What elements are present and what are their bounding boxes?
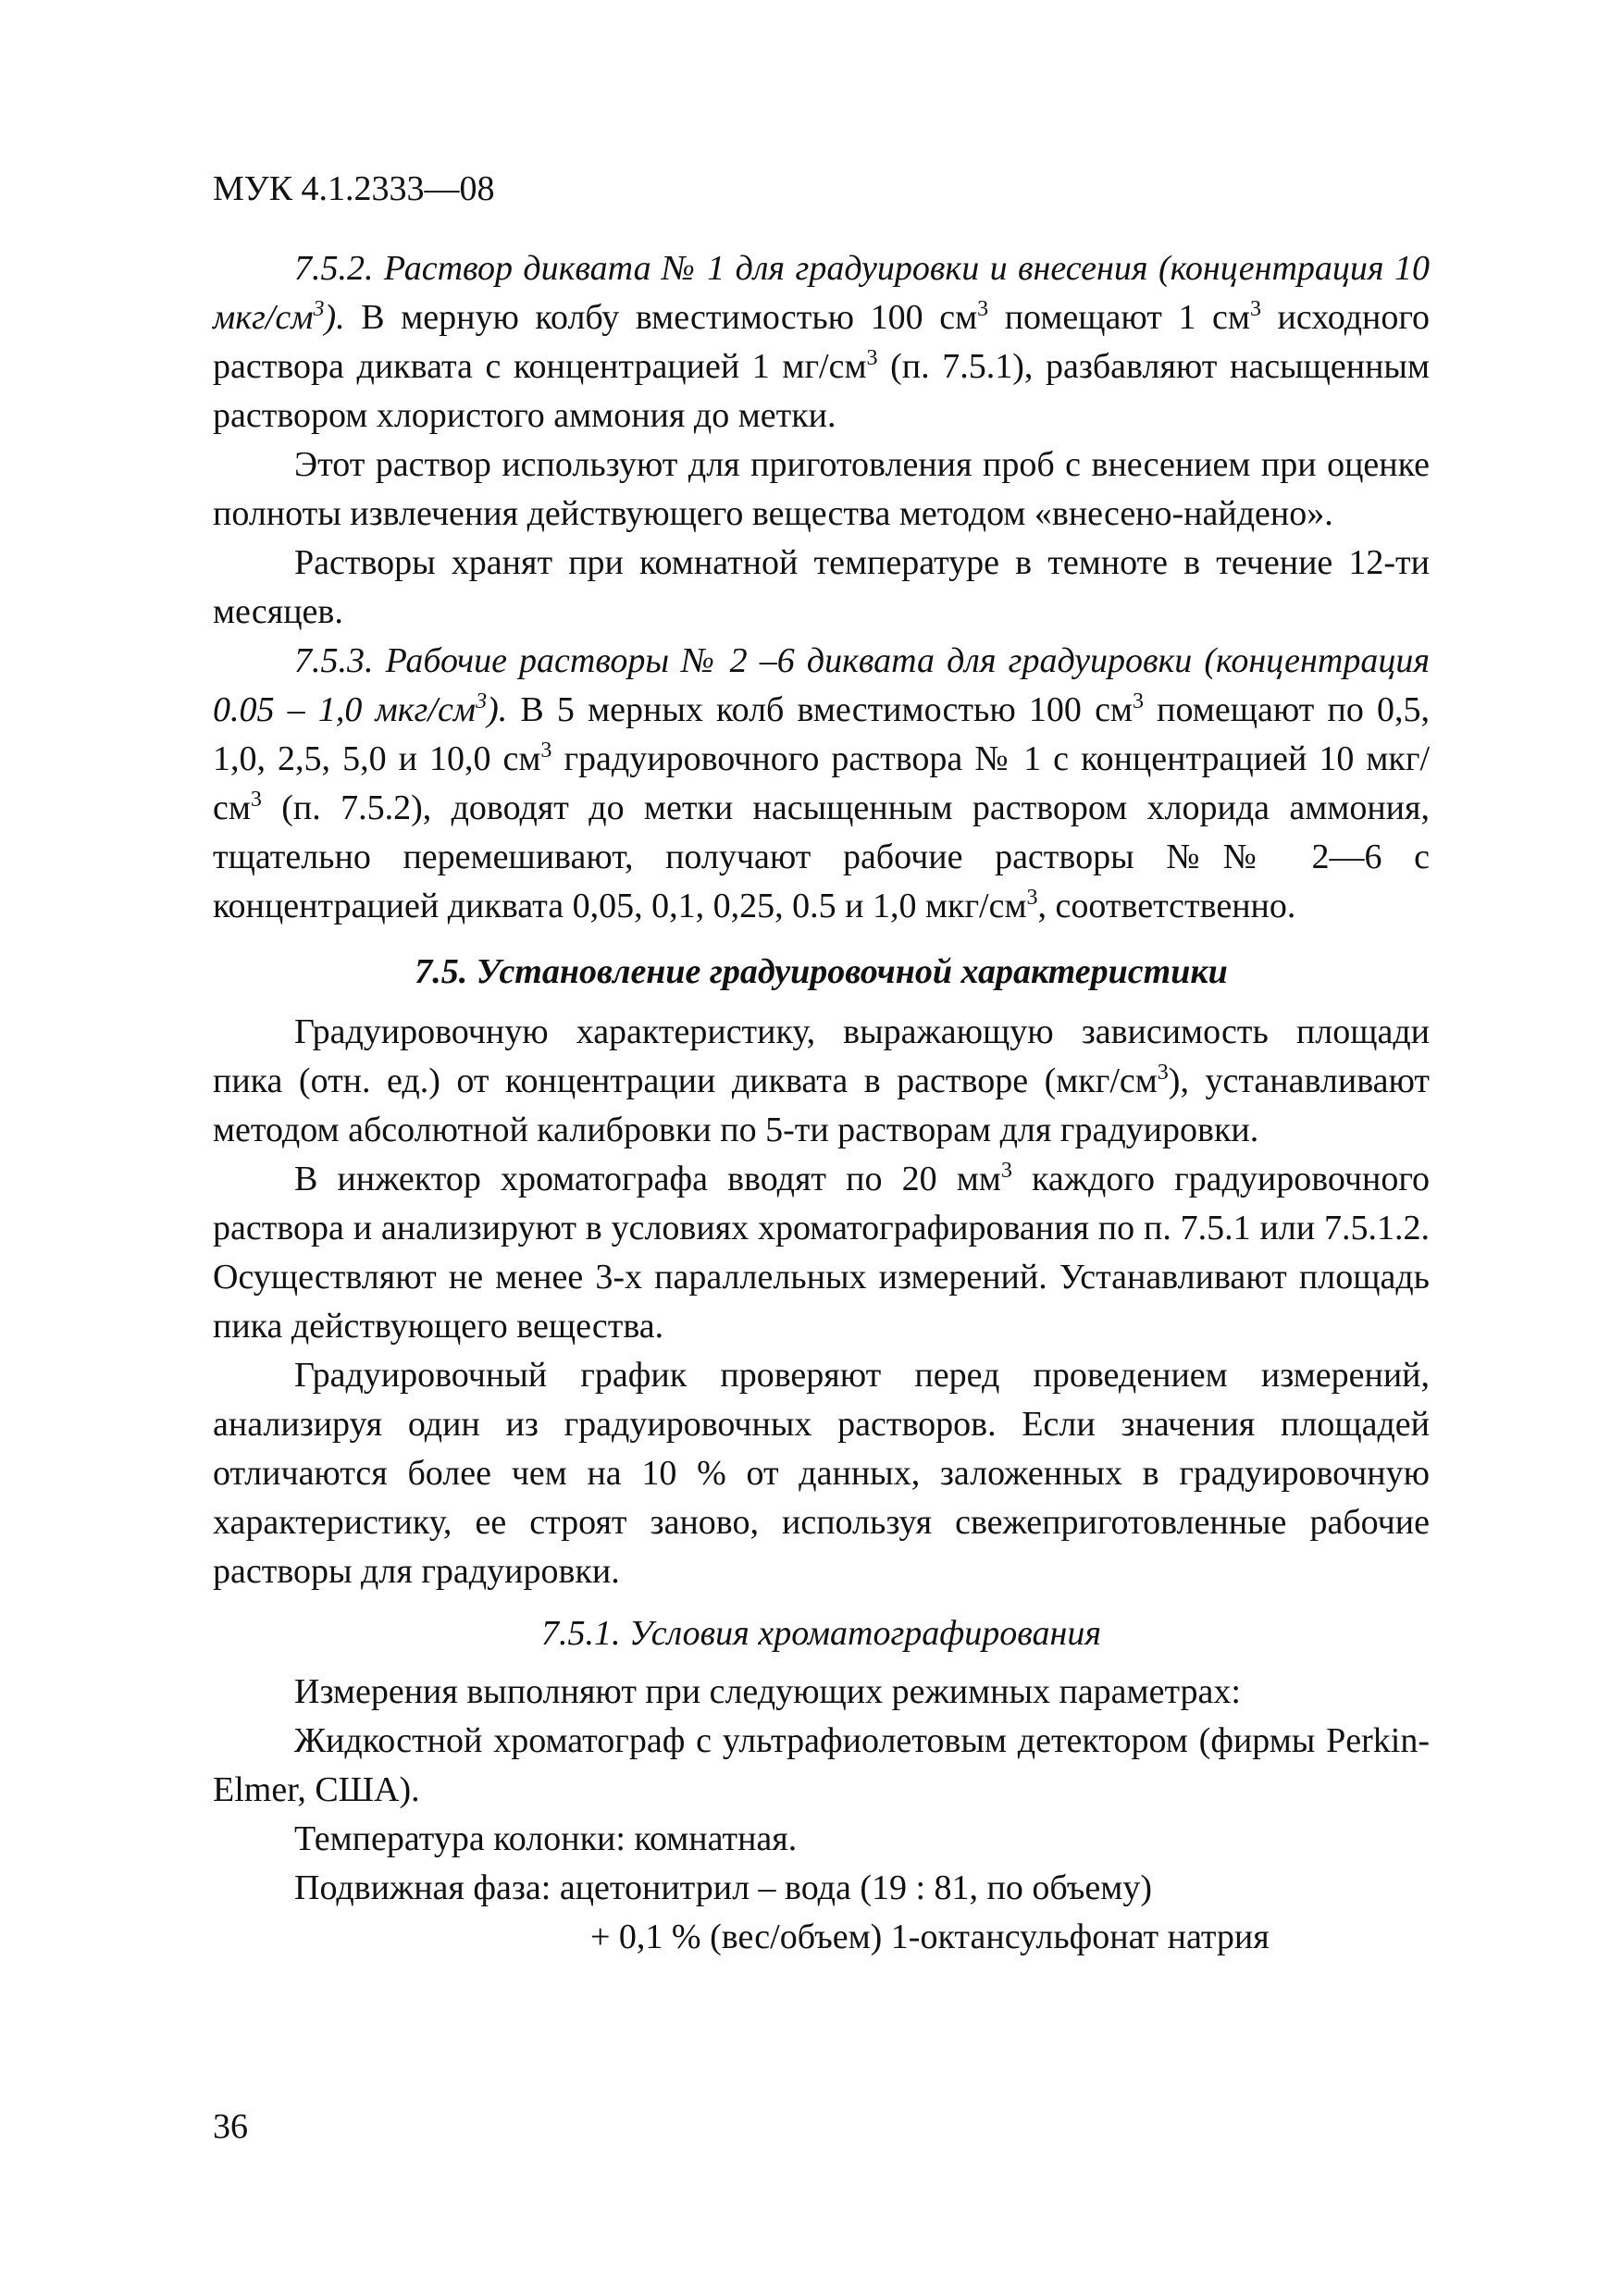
column-temperature-paragraph: Температура колонки: комнатная.	[294, 1819, 798, 1858]
section-7-5-2-usage-paragraph: Этот раствор используют для приготовления проб с внесением при оценке полноты извлечения действующего вещества методом «внесено-найдено».	[213, 445, 1430, 533]
section-7-5-2-storage-paragraph: Растворы хранят при комнатной температуре в темноте в течение 12-ти месяцев.	[213, 543, 1430, 631]
section-7-5-3-title: 7.5.3. Рабочие растворы № 2 –6 диквата для градуировки (концентрация 0.05 – 1,0 мкг/$см^3$).	[213, 641, 1430, 729]
chromatograph-paragraph: Жидкостной хроматограф с ультрафиолетовым детектором (фирмы Perkin-Elmer, США).	[213, 1721, 1430, 1809]
section-7-5-2-title: 7.5.2. Раствор диквата № 1 для градуировки и внесения (концентрация 10 мкг/$см^3$).	[213, 249, 1430, 337]
calibration-characteristic-paragraph: Градуировочную характеристику, выражающую зависимость площади пика (отн. ед.) от концентрации диквата в растворе $(мкг/см^3)$, устанавливают методом абсолютной калибровки по 5-ти растворам для градуировки.	[213, 1012, 1430, 1149]
section-7-5-2-paragraph: 7.5.2. Раствор диквата № 1 для градуировки и внесения (концентрация 10 мкг/$см^3$). В мерную колбу вместимостью 100 $см^3$ помещают 1 $см^3$ исходного раствора диквата с концентрацией 1 $мг/см^3$ (п. 7.5.1), разбавляют насыщенным раствором хлористого аммония до метки.	[213, 249, 1431, 435]
mobile-phase-paragraph: Подвижная фаза: ацетонитрил – вода (19 : 81, по объему)	[294, 1868, 1152, 1907]
section-7-5-3-paragraph: 7.5.3. Рабочие растворы № 2 –6 диквата для градуировки (концентрация 0.05 – 1,0 мкг/$см^3$). В 5 мерных колб вместимостью 100 $см^3$ помещают по 0,5, 1,0, 2,5, 5,0 и 10,0 $см^3$ градуировочного раствора № 1 с концентрацией 10 мкг/$см^3$ (п. 7.5.2), доводят до метки насыщенным раствором хлорида аммония, тщательно перемешивают, получают рабочие растворы №№ 2—6 с концентрацией диквата 0,05, 0,1, 0,25, 0.5 и 1,0 мкг/$см^3$, соответственно.	[213, 641, 1431, 925]
injector-paragraph: В инжектор хроматографа вводят по 20 $мм^3$ каждого градуировочного раствора и анализируют в условиях хроматографирования по п. 7.5.1 или 7.5.1.2. Осуществляют не менее 3-х параллельных измерений. Устанавливают площадь пика действующего вещества.	[213, 1159, 1431, 1346]
calibration-check-paragraph: Градуировочный график проверяют перед проведением измерений, анализируя один из градуировочных растворов. Если значения площадей отличаются более чем на 10 % от данных, заложенных в градуировочную характеристику, ее строят заново, используя свежеприготовленные рабочие растворы для градуировки.	[213, 1356, 1430, 1591]
document-page	[213, 167, 1430, 1962]
section-7-5-heading: 7.5. Установление градуировочной характеристики	[415, 952, 1228, 991]
section-7-5-1-heading: 7.5.1. Условия хроматографирования	[540, 1614, 1101, 1653]
mobile-phase-additive-line: + 0,1 % (вес/объем) 1-октансульфонат натрия	[590, 1917, 1270, 1956]
page-number: 36	[213, 2107, 248, 2146]
measurement-parameters-paragraph: Измерения выполняют при следующих режимных параметрах:	[294, 1672, 1241, 1711]
document-code-header: МУК 4.1.2333—08	[213, 169, 495, 208]
